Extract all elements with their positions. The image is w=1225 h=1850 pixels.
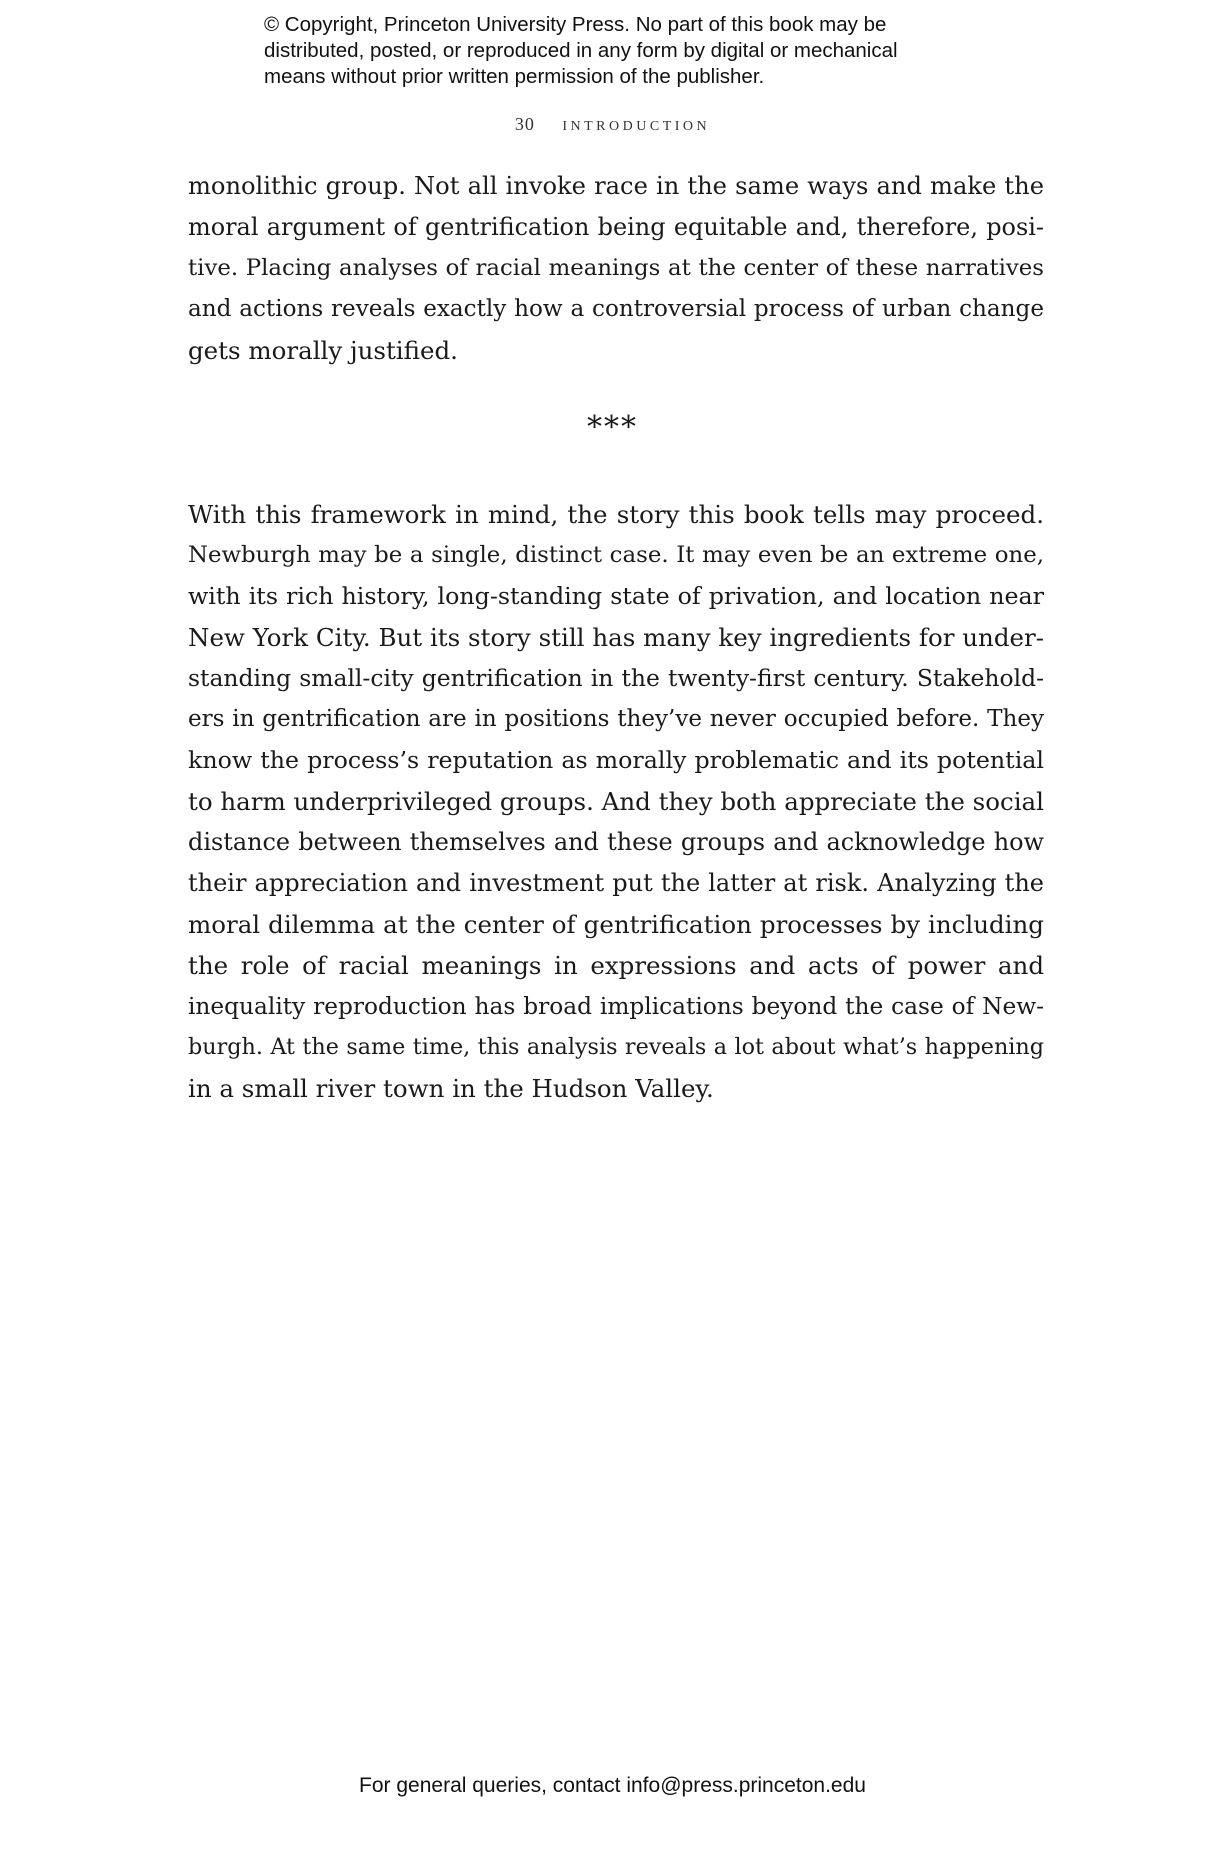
copyright-line: distributed, posted, or reproduced in any form by digital or mechanical: [264, 39, 898, 62]
text-line: distance between themselves and these groups and acknowledge how: [188, 828, 1044, 856]
section-break: ***: [587, 410, 638, 445]
text-line: gets morally justified.: [188, 336, 458, 365]
copyright-line: © Copyright, Princeton University Press. No part of this book may be: [264, 13, 887, 36]
text-line: tive. Placing analyses of racial meanings at the center of these narratives: [188, 255, 1044, 281]
paragraph: [188, 494, 1044, 1109]
chapter-title: introduction: [562, 113, 711, 135]
text-line: monolithic group. Not all invoke race in the same ways and make the: [188, 172, 1044, 200]
text-line: inequality reproduction has broad implications beyond the case of New-: [188, 993, 1044, 1020]
text-line: standing small-city gentrification in the twenty-first century. Stakehold-: [188, 664, 1044, 692]
text-line: ers in gentrification are in positions they’ve never occupied before. They: [188, 706, 1044, 732]
page-number: 30: [514, 114, 535, 134]
text-line: Newburgh may be a single, distinct case. It may even be an extreme one,: [188, 542, 1044, 568]
text-line: their appreciation and investment put the latter at risk. Analyzing the: [188, 869, 1044, 897]
text-line: With this framework in mind, the story this book tells may proceed.: [188, 500, 1044, 529]
text-line: know the process’s reputation as morally problematic and its potential: [188, 746, 1044, 774]
running-head: [0, 113, 1225, 136]
text-line: the role of racial meanings in expressions and acts of power and: [188, 951, 1044, 980]
text-line: moral argument of gentrification being equitable and, therefore, posi-: [188, 213, 1044, 241]
copyright-line: means without prior written permission of the publisher.: [264, 65, 765, 88]
text-line: to harm underprivileged groups. And they both appreciate the social: [188, 787, 1044, 816]
text-line: with its rich history, long-standing state of privation, and location near: [188, 582, 1044, 610]
text-line: New York City. But its story still has many key ingredients for under-: [188, 623, 1044, 652]
footer-contact: For general queries, contact info@press.princeton.edu: [359, 1774, 866, 1797]
paragraph: [188, 166, 1044, 371]
copyright-notice: [264, 12, 1004, 90]
text-line: moral dilemma at the center of gentrification processes by including: [188, 910, 1044, 939]
text-line: in a small river town in the Hudson Valley.: [188, 1074, 714, 1103]
text-line: burgh. At the same time, this analysis reveals a lot about what’s happening: [188, 1034, 1044, 1060]
text-line: and actions reveals exactly how a controversial process of urban change: [188, 296, 1044, 322]
